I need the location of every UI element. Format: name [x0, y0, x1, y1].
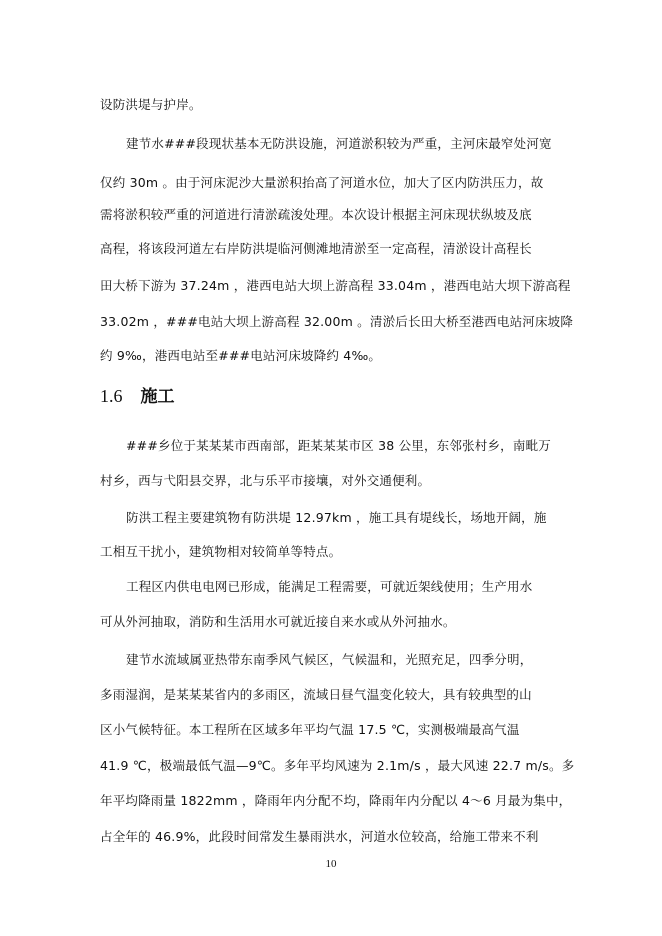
text-line: 高程，将该段河道左右岸防洪堤临河侧滩地清淤至一定高程，清淤设计高程长	[100, 241, 532, 256]
text-line: 村乡，西与弋阳县交界，北与乐平市接壤，对外交通便利。	[100, 473, 431, 488]
text-line: 占全年的 46.9%，此段时间常发生暴雨洪水，河道水位较高，给施工带来不利	[100, 829, 539, 844]
text-line: 工相互干扰小，建筑物相对较简单等特点。	[100, 544, 342, 559]
text-line: 设防洪堤与护岸。	[100, 97, 202, 112]
paragraph-first-line: 建节水流域属亚热带东南季风气候区，气候温和，光照充足，四季分明，	[126, 652, 533, 667]
paragraph-first-line: 防洪工程主要建筑物有防洪堤 12.97km ，施工具有堤线长，场地开阔，施	[126, 510, 547, 525]
text-line: 可从外河抽取，消防和生活用水可就近接自来水或从外河抽水。	[100, 614, 456, 629]
text-line: 需将淤积较严重的河道进行清淤疏浚处理。本次设计根据主河床现状纵坡及底	[100, 207, 532, 222]
section-title: 施工	[140, 387, 175, 407]
text-line: 年平均降雨量 1822mm ，降雨年内分配不均，降雨年内分配以 4～6 月最为集中，	[100, 793, 572, 808]
paragraph-first-line: ###乡位于某某某市西南部，距某某某市区 38 公里，东邻张村乡，南毗万	[126, 438, 551, 453]
text-line: 仅约 30m 。由于河床泥沙大量淤积抬高了河道水位，加大了区内防洪压力，故	[100, 175, 544, 190]
paragraph-first-line: 建节水###段现状基本无防洪设施，河道淤积较为严重，主河床最窄处河宽	[126, 136, 552, 151]
page-number: 10	[325, 858, 337, 870]
text-line: 约 9‰，港西电站至###电站河床坡降约 4‰。	[100, 348, 382, 363]
section-number: 1.6	[100, 386, 123, 406]
paragraph-first-line: 工程区内供电电网已形成，能满足工程需要，可就近架线使用；生产用水	[126, 579, 533, 594]
section-heading	[100, 384, 175, 409]
text-line: 多雨湿润，是某某某省内的多雨区，流域日昼气温变化较大，具有较典型的山	[100, 687, 532, 702]
text-line: 田大桥下游为 37.24m ，港西电站大坝上游高程 33.04m ，港西电站大坝下游高程	[100, 278, 571, 293]
text-line: 41.9 ℃，极端最低气温—9℃。多年平均风速为 2.1m/s ，最大风速 22.7 m/s。多	[100, 758, 575, 773]
text-line: 区小气候特征。本工程所在区域多年平均气温 17.5 ℃，实测极端最高气温	[100, 722, 520, 737]
text-line: 33.02m ，###电站大坝上游高程 32.00m 。清淤后长田大桥至港西电站河床坡降	[100, 314, 574, 329]
